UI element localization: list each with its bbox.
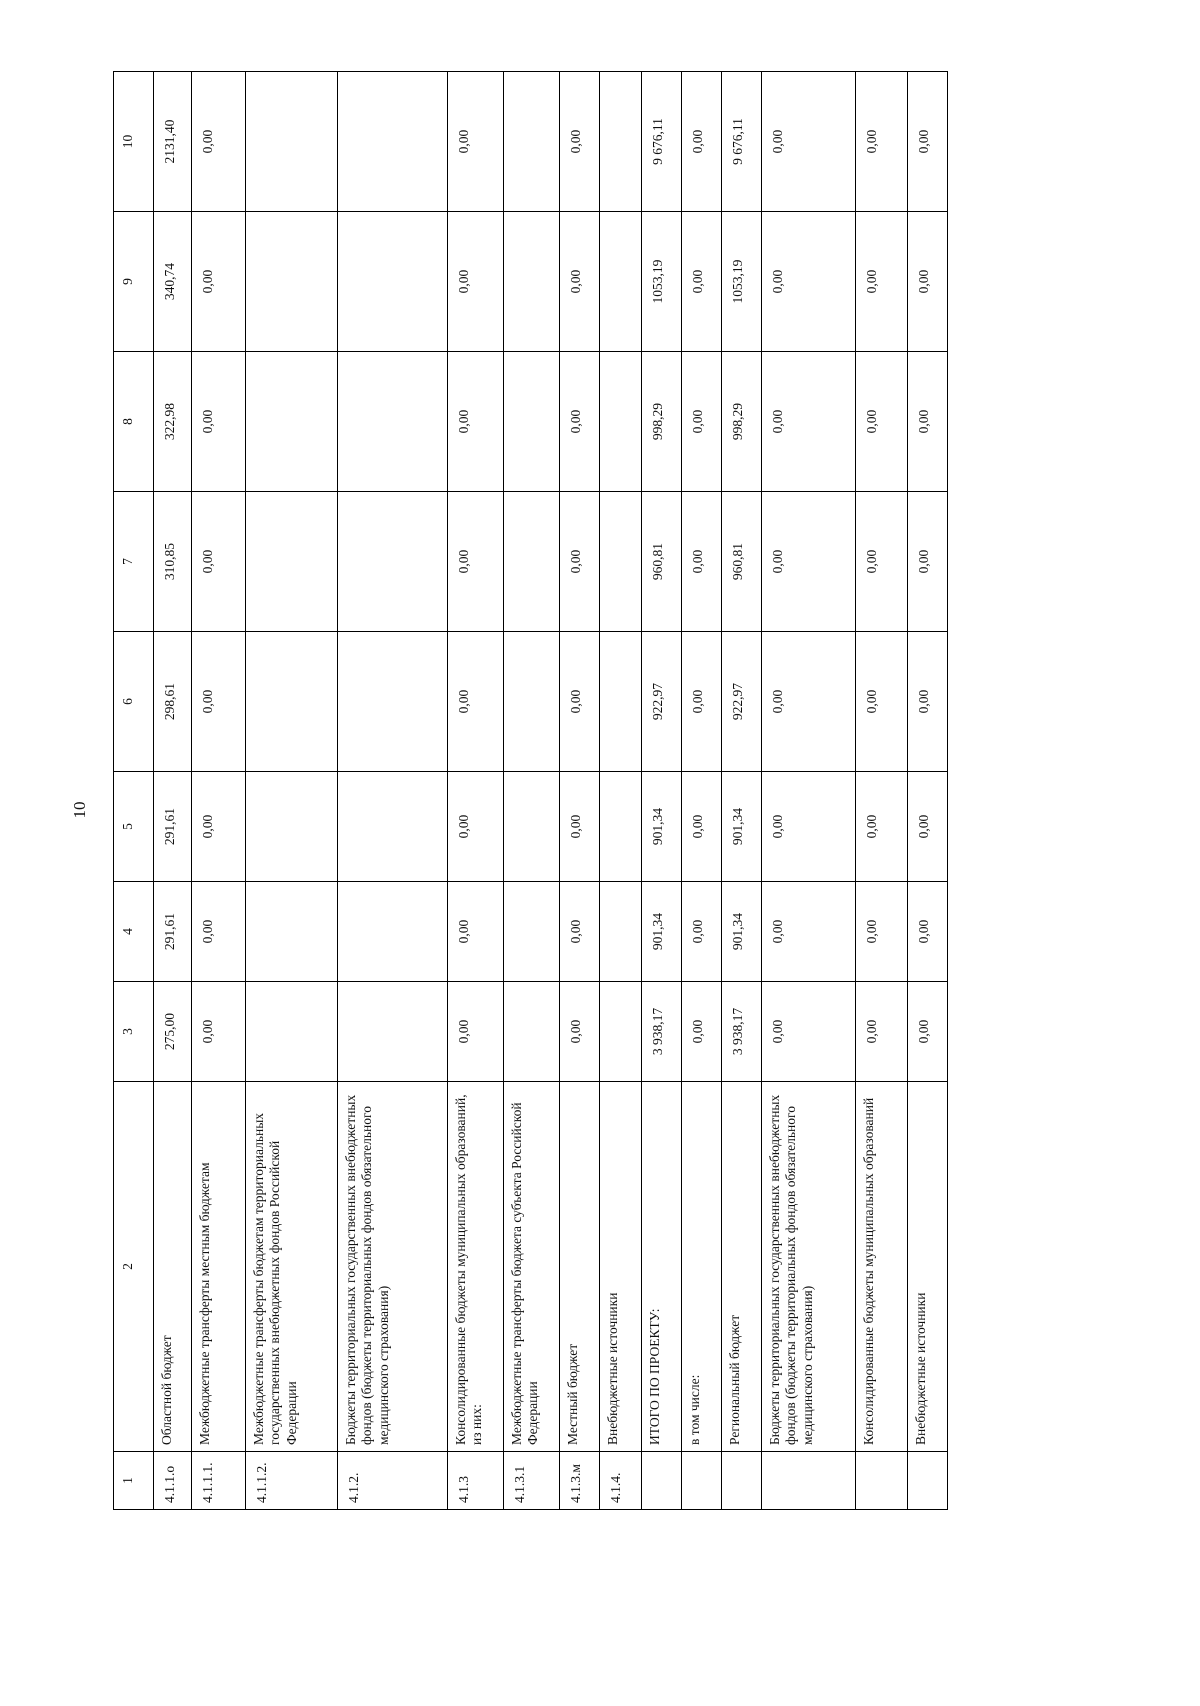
value-cell: 0,00 [762, 772, 856, 882]
value-cell: 310,85 [154, 492, 192, 632]
row-code-cell: 4.1.2. [338, 1452, 448, 1510]
row-name-cell: Бюджеты территориальных государственных внебюджетных фондов (бюджеты территориальных фондов обязательного медицинского страхования) [762, 1082, 856, 1452]
table-row [642, 72, 682, 1510]
budget-table [113, 71, 948, 1510]
row-name-cell: Межбюджетные трансферты бюджетам территориальных государственных внебюджетных фондов Российской Федерации [246, 1082, 338, 1452]
value-cell [246, 982, 338, 1082]
value-cell: 0,00 [856, 982, 908, 1082]
value-cell: 0,00 [192, 72, 246, 212]
value-cell: 0,00 [908, 352, 948, 492]
value-cell [246, 212, 338, 352]
value-cell: 0,00 [560, 72, 600, 212]
table-row [722, 72, 762, 1510]
value-cell [600, 352, 642, 492]
value-cell: 0,00 [682, 352, 722, 492]
value-cell: 0,00 [448, 72, 504, 212]
value-cell: 0,00 [762, 882, 856, 982]
page-number: 10 [70, 801, 89, 819]
rotated-budget-table [113, 72, 993, 1510]
value-cell: 922,97 [642, 632, 682, 772]
value-cell: 0,00 [908, 492, 948, 632]
value-cell: 291,61 [154, 772, 192, 882]
value-cell: 0,00 [682, 882, 722, 982]
value-cell: 0,00 [448, 352, 504, 492]
value-cell [600, 492, 642, 632]
value-cell: 0,00 [560, 352, 600, 492]
value-cell [600, 72, 642, 212]
value-cell: 0,00 [682, 772, 722, 882]
table-row [856, 72, 908, 1510]
value-cell: 0,00 [560, 982, 600, 1082]
table-row [600, 72, 642, 1510]
table-row [560, 72, 600, 1510]
value-cell: 0,00 [560, 492, 600, 632]
row-name-cell: Местный бюджет [560, 1082, 600, 1452]
value-cell [246, 772, 338, 882]
value-cell: 0,00 [856, 72, 908, 212]
value-cell: 1053,19 [722, 212, 762, 352]
value-cell: 0,00 [448, 882, 504, 982]
value-cell [246, 882, 338, 982]
value-cell: 0,00 [448, 632, 504, 772]
row-name-cell: в том числе: [682, 1082, 722, 1452]
header-cell: 5 [114, 772, 154, 882]
value-cell [246, 492, 338, 632]
value-cell: 0,00 [856, 882, 908, 982]
value-cell: 9 676,11 [642, 72, 682, 212]
value-cell: 0,00 [908, 982, 948, 1082]
value-cell [338, 492, 448, 632]
value-cell: 0,00 [448, 982, 504, 1082]
row-code-cell: 4.1.3 [448, 1452, 504, 1510]
value-cell: 0,00 [682, 72, 722, 212]
value-cell [504, 982, 560, 1082]
value-cell [600, 882, 642, 982]
value-cell: 0,00 [192, 982, 246, 1082]
row-code-cell: 4.1.4. [600, 1452, 642, 1510]
value-cell: 0,00 [560, 882, 600, 982]
table-row [154, 72, 192, 1510]
value-cell [338, 772, 448, 882]
value-cell [504, 882, 560, 982]
header-cell: 7 [114, 492, 154, 632]
row-code-cell: 4.1.3.м [560, 1452, 600, 1510]
row-name-cell: Внебюджетные источники [600, 1082, 642, 1452]
value-cell: 901,34 [722, 882, 762, 982]
header-cell: 8 [114, 352, 154, 492]
value-cell: 0,00 [192, 492, 246, 632]
table-row [448, 72, 504, 1510]
value-cell [504, 632, 560, 772]
value-cell [504, 772, 560, 882]
value-cell: 0,00 [856, 772, 908, 882]
table-row [762, 72, 856, 1510]
value-cell [338, 632, 448, 772]
table-row [682, 72, 722, 1510]
value-cell [246, 632, 338, 772]
value-cell [600, 212, 642, 352]
row-code-cell [856, 1452, 908, 1510]
header-cell: 1 [114, 1452, 154, 1510]
row-name-cell: Бюджеты территориальных государственных внебюджетных фондов (бюджеты территориальных фондов обязательного медицинского страхования) [338, 1082, 448, 1452]
value-cell: 0,00 [560, 632, 600, 772]
table-row [192, 72, 246, 1510]
value-cell: 0,00 [908, 632, 948, 772]
header-cell: 10 [114, 72, 154, 212]
row-name-cell: Региональный бюджет [722, 1082, 762, 1452]
value-cell: 901,34 [642, 882, 682, 982]
table-row [504, 72, 560, 1510]
value-cell: 0,00 [192, 352, 246, 492]
value-cell [504, 492, 560, 632]
value-cell: 998,29 [642, 352, 682, 492]
value-cell: 960,81 [642, 492, 682, 632]
value-cell: 1053,19 [642, 212, 682, 352]
value-cell [600, 982, 642, 1082]
value-cell: 0,00 [682, 212, 722, 352]
value-cell: 0,00 [448, 492, 504, 632]
value-cell: 960,81 [722, 492, 762, 632]
value-cell: 0,00 [682, 492, 722, 632]
row-code-cell [908, 1452, 948, 1510]
value-cell: 0,00 [560, 212, 600, 352]
value-cell: 0,00 [192, 882, 246, 982]
row-code-cell: 4.1.3.1 [504, 1452, 560, 1510]
value-cell [338, 982, 448, 1082]
header-cell: 3 [114, 982, 154, 1082]
table-row [908, 72, 948, 1510]
value-cell [338, 212, 448, 352]
header-cell: 4 [114, 882, 154, 982]
value-cell [246, 72, 338, 212]
header-cell: 9 [114, 212, 154, 352]
value-cell: 998,29 [722, 352, 762, 492]
value-cell: 0,00 [762, 982, 856, 1082]
value-cell: 901,34 [722, 772, 762, 882]
value-cell: 0,00 [762, 492, 856, 632]
value-cell: 0,00 [762, 352, 856, 492]
row-name-cell: Консолидированные бюджеты муниципальных образований [856, 1082, 908, 1452]
value-cell: 0,00 [560, 772, 600, 882]
value-cell [338, 882, 448, 982]
value-cell [338, 72, 448, 212]
value-cell: 922,97 [722, 632, 762, 772]
value-cell: 0,00 [762, 72, 856, 212]
value-cell: 298,61 [154, 632, 192, 772]
row-code-cell [642, 1452, 682, 1510]
header-cell: 6 [114, 632, 154, 772]
value-cell: 0,00 [682, 982, 722, 1082]
value-cell: 291,61 [154, 882, 192, 982]
value-cell: 3 938,17 [642, 982, 682, 1082]
value-cell: 3 938,17 [722, 982, 762, 1082]
row-code-cell: 4.1.1.1. [192, 1452, 246, 1510]
value-cell: 0,00 [908, 772, 948, 882]
value-cell: 0,00 [856, 352, 908, 492]
value-cell: 0,00 [856, 632, 908, 772]
value-cell: 0,00 [856, 212, 908, 352]
row-code-cell [722, 1452, 762, 1510]
value-cell [338, 352, 448, 492]
row-code-cell: 4.1.1.о [154, 1452, 192, 1510]
value-cell: 0,00 [192, 212, 246, 352]
value-cell: 0,00 [908, 212, 948, 352]
value-cell [246, 352, 338, 492]
value-cell: 0,00 [908, 72, 948, 212]
value-cell: 0,00 [448, 212, 504, 352]
value-cell [600, 772, 642, 882]
row-name-cell: Областной бюджет [154, 1082, 192, 1452]
value-cell: 2131,40 [154, 72, 192, 212]
value-cell: 0,00 [908, 882, 948, 982]
value-cell: 901,34 [642, 772, 682, 882]
value-cell: 0,00 [192, 772, 246, 882]
value-cell [504, 72, 560, 212]
header-row [114, 72, 154, 1510]
row-name-cell: ИТОГО ПО ПРОЕКТУ: [642, 1082, 682, 1452]
row-code-cell [762, 1452, 856, 1510]
value-cell: 0,00 [856, 492, 908, 632]
value-cell [504, 212, 560, 352]
row-name-cell: Межбюджетные трансферты местным бюджетам [192, 1082, 246, 1452]
row-name-cell: Межбюджетные трансферты бюджета субъекта Российской Федерации [504, 1082, 560, 1452]
value-cell: 9 676,11 [722, 72, 762, 212]
row-code-cell [682, 1452, 722, 1510]
value-cell: 322,98 [154, 352, 192, 492]
header-cell: 2 [114, 1082, 154, 1452]
value-cell [504, 352, 560, 492]
table-row [246, 72, 338, 1510]
value-cell: 340,74 [154, 212, 192, 352]
value-cell: 0,00 [762, 632, 856, 772]
row-name-cell: Внебюджетные источники [908, 1082, 948, 1452]
value-cell: 0,00 [762, 212, 856, 352]
value-cell: 0,00 [192, 632, 246, 772]
value-cell: 0,00 [682, 632, 722, 772]
table-row [338, 72, 448, 1510]
value-cell: 275,00 [154, 982, 192, 1082]
value-cell: 0,00 [448, 772, 504, 882]
row-name-cell: Консолидированные бюджеты муниципальных образований, из них: [448, 1082, 504, 1452]
row-code-cell: 4.1.1.2. [246, 1452, 338, 1510]
value-cell [600, 632, 642, 772]
